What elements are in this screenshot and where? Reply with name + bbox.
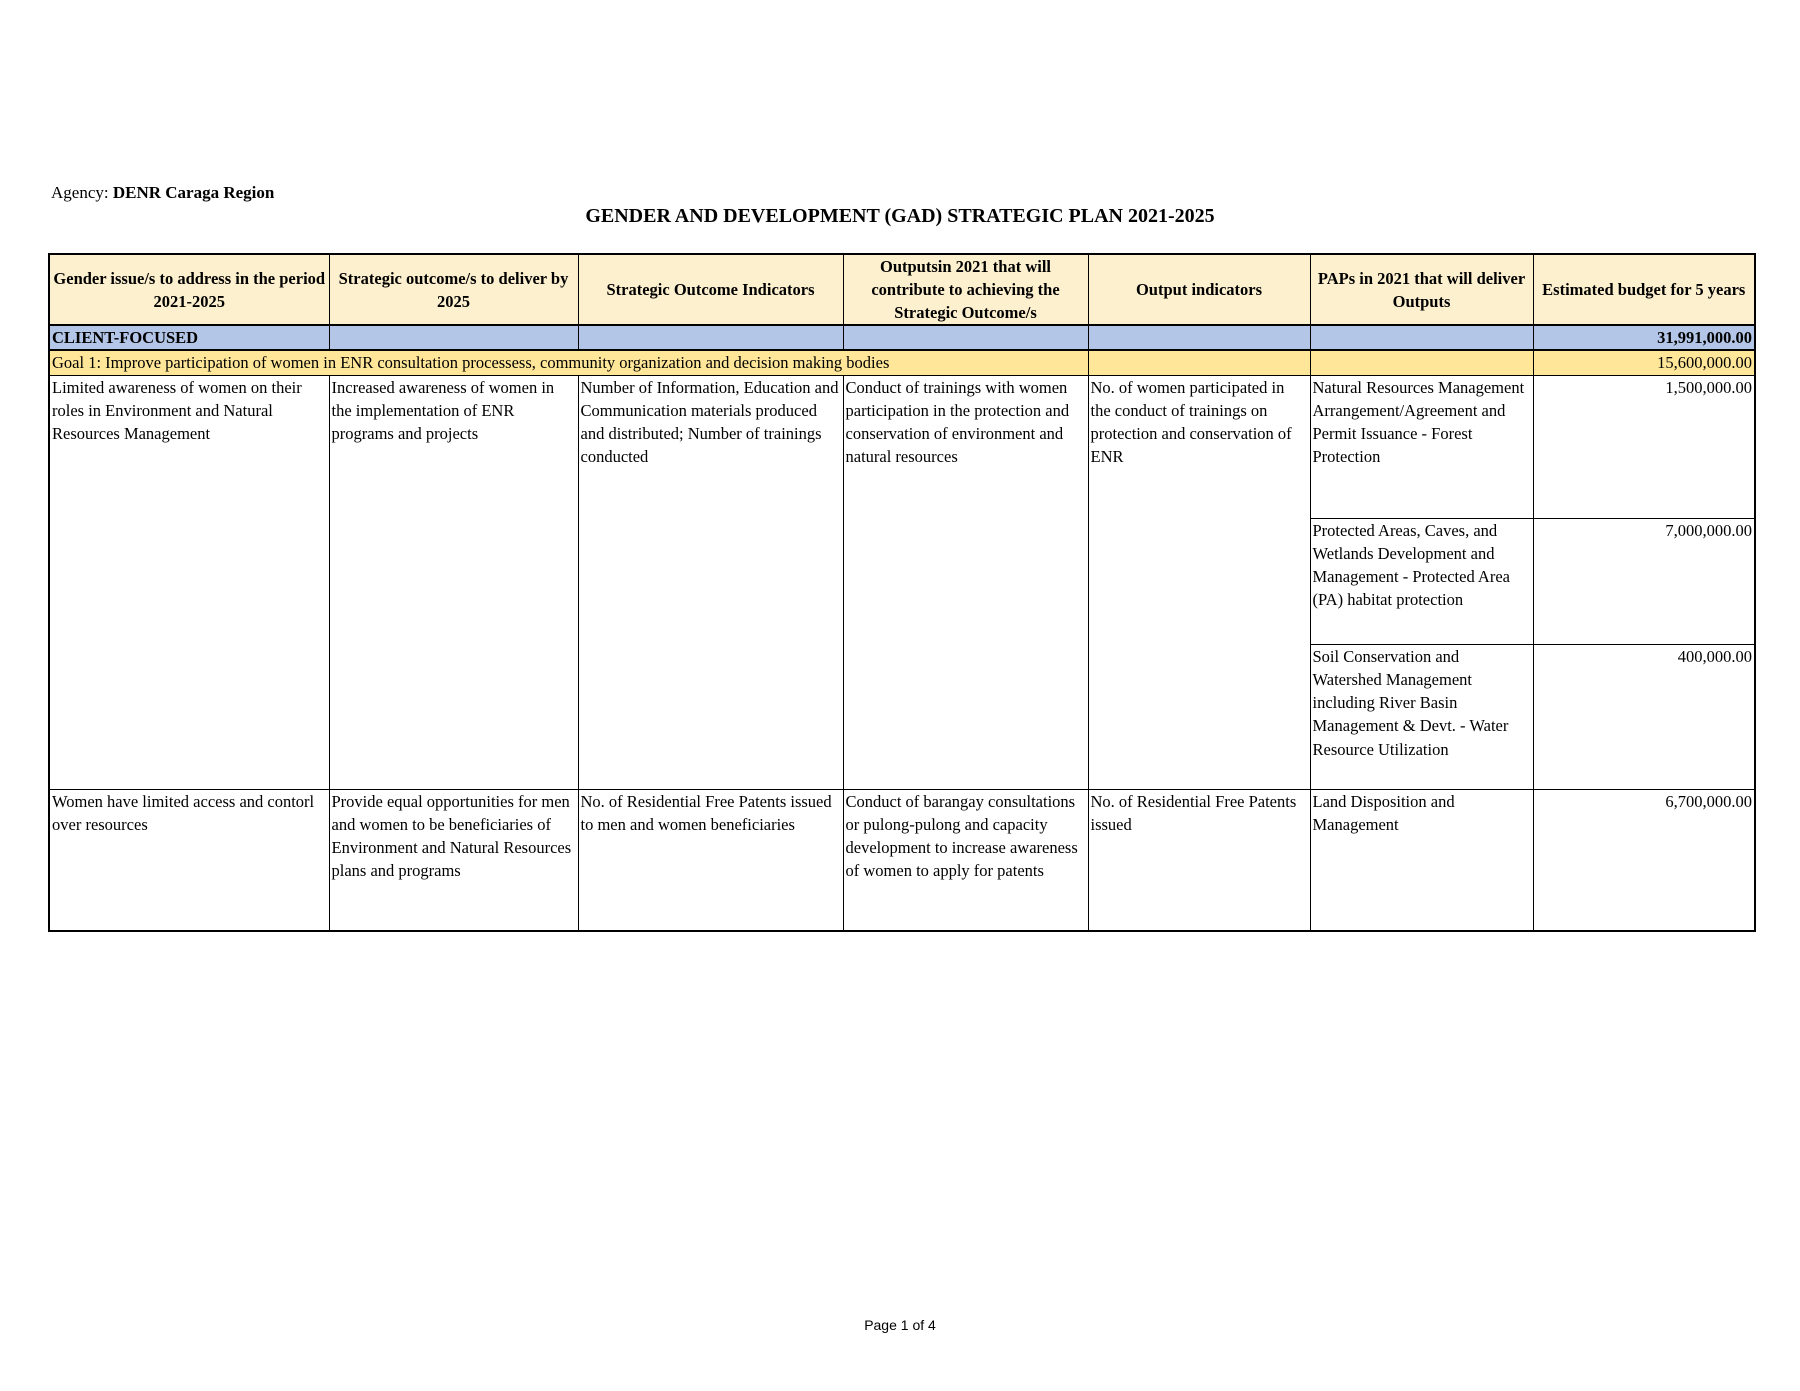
pap: Soil Conservation and Watershed Management including River Basin Management & Devt. - Water Resource Utilization (1310, 644, 1533, 789)
header-strategic-outcome: Strategic outcome/s to deliver by 2025 (329, 254, 578, 325)
gender-issue: Women have limited access and contorl over resources (49, 789, 329, 931)
output-indicators: No. of women participated in the conduct of trainings on protection and conservation of ENR (1088, 375, 1310, 789)
pap: Natural Resources Management Arrangement/Agreement and Permit Issuance - Forest Protection (1310, 375, 1533, 518)
client-label: CLIENT-FOCUSED (49, 325, 329, 350)
table-row (49, 789, 1755, 931)
pap: Land Disposition and Management (1310, 789, 1533, 931)
header-output-indicators: Output indicators (1088, 254, 1310, 325)
goal-budget: 15,600,000.00 (1533, 350, 1755, 375)
outputs: Conduct of trainings with women participation in the protection and conservation of environment and natural resources (843, 375, 1088, 789)
agency-line (51, 183, 274, 203)
table-row (49, 375, 1755, 518)
header-gender-issue: Gender issue/s to address in the period 2021-2025 (49, 254, 329, 325)
pap: Protected Areas, Caves, and Wetlands Development and Management - Protected Area (PA) habitat protection (1310, 518, 1533, 644)
outputs: Conduct of barangay consultations or pulong-pulong and capacity development to increase awareness of women to apply for patents (843, 789, 1088, 931)
strategic-outcome: Increased awareness of women in the implementation of ENR programs and projects (329, 375, 578, 789)
outcome-indicators: Number of Information, Education and Communication materials produced and distributed; Number of trainings conducted (578, 375, 843, 789)
pap-budget: 6,700,000.00 (1533, 789, 1755, 931)
client-focused-row (49, 325, 1755, 350)
client-budget: 31,991,000.00 (1533, 325, 1755, 350)
header-row (49, 254, 1755, 325)
agency-label: Agency: (51, 183, 109, 202)
goal-label: Goal 1: Improve participation of women in ENR consultation processess, community organization and decision making bodies (49, 350, 1088, 375)
pap-budget: 1,500,000.00 (1533, 375, 1755, 518)
pap-budget: 400,000.00 (1533, 644, 1755, 789)
goal-row (49, 350, 1755, 375)
header-paps: PAPs in 2021 that will deliver Outputs (1310, 254, 1533, 325)
header-outputs: Outputsin 2021 that will contribute to achieving the Strategic Outcome/s (843, 254, 1088, 325)
pap-budget: 7,000,000.00 (1533, 518, 1755, 644)
header-outcome-indicators: Strategic Outcome Indicators (578, 254, 843, 325)
gender-issue: Limited awareness of women on their roles in Environment and Natural Resources Management (49, 375, 329, 789)
outcome-indicators: No. of Residential Free Patents issued to men and women beneficiaries (578, 789, 843, 931)
header-budget: Estimated budget for 5 years (1533, 254, 1755, 325)
agency-name: DENR Caraga Region (112, 183, 275, 202)
output-indicators: No. of Residential Free Patents issued (1088, 789, 1310, 931)
gad-plan-table (48, 253, 1756, 932)
page-number: Page 1 of 4 (864, 1317, 936, 1333)
strategic-outcome: Provide equal opportunities for men and women to be beneficiaries of Environment and Natural Resources plans and programs (329, 789, 578, 931)
page-title: GENDER AND DEVELOPMENT (GAD) STRATEGIC PLAN 2021-2025 (585, 205, 1215, 227)
